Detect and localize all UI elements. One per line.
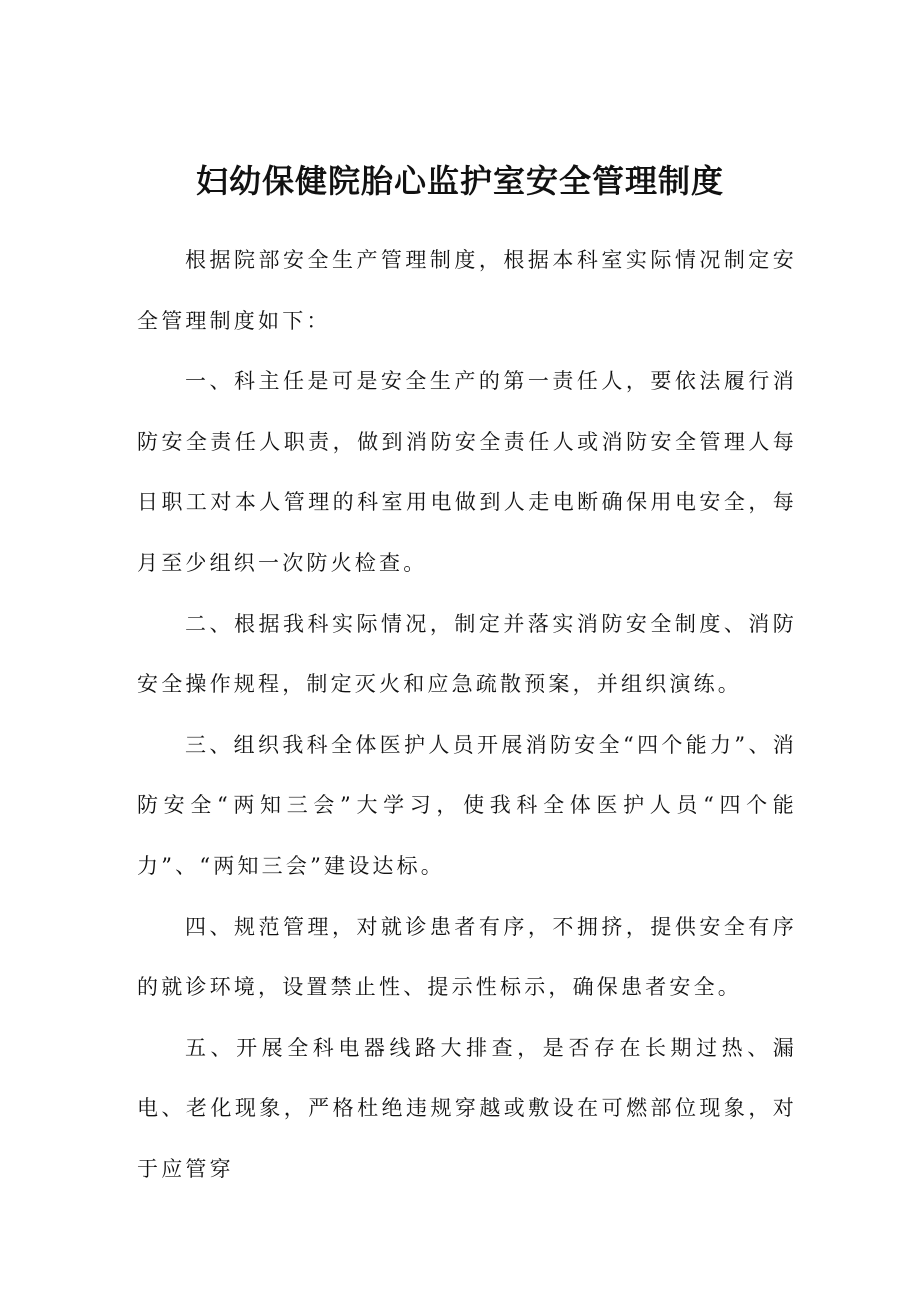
paragraph-item-2: 二、根据我科实际情况，制定并落实消防安全制度、消防安全操作规程，制定灭火和应急疏散预案，并组织演练。 — [137, 611, 797, 697]
paragraph-intro: 根据院部安全生产管理制度，根据本科室实际情况制定安全管理制度如下： — [137, 248, 797, 333]
document-title: 妇幼保健院胎心监护室安全管理制度 — [195, 162, 724, 201]
paragraph-item-4: 四、规范管理，对就诊患者有序，不拥挤，提供安全有序的就诊环境，设置禁止性、提示性标示，确保患者安全。 — [137, 914, 797, 1000]
paragraph-item-1: 一、科主任是可是安全生产的第一责任人，要依法履行消防安全责任人职责，做到消防安全责任人或消防安全管理人每日职工对本人管理的科室用电做到人走电断确保用电安全，每月至少组织一次防火检查。 — [137, 369, 797, 575]
document-body — [137, 230, 797, 1200]
paragraph-item-5: 五、开展全科电器线路大排查，是否存在长期过热、漏电、老化现象，严格杜绝违规穿越或敷设在可燃部位现象，对于应管穿 — [137, 1035, 797, 1181]
paragraph-item-3: 三、组织我科全体医护人员开展消防安全“四个能力”、消防安全“两知三会”大学习，使我科全体医护人员“四个能力”、“两知三会”建设达标。 — [137, 732, 797, 878]
